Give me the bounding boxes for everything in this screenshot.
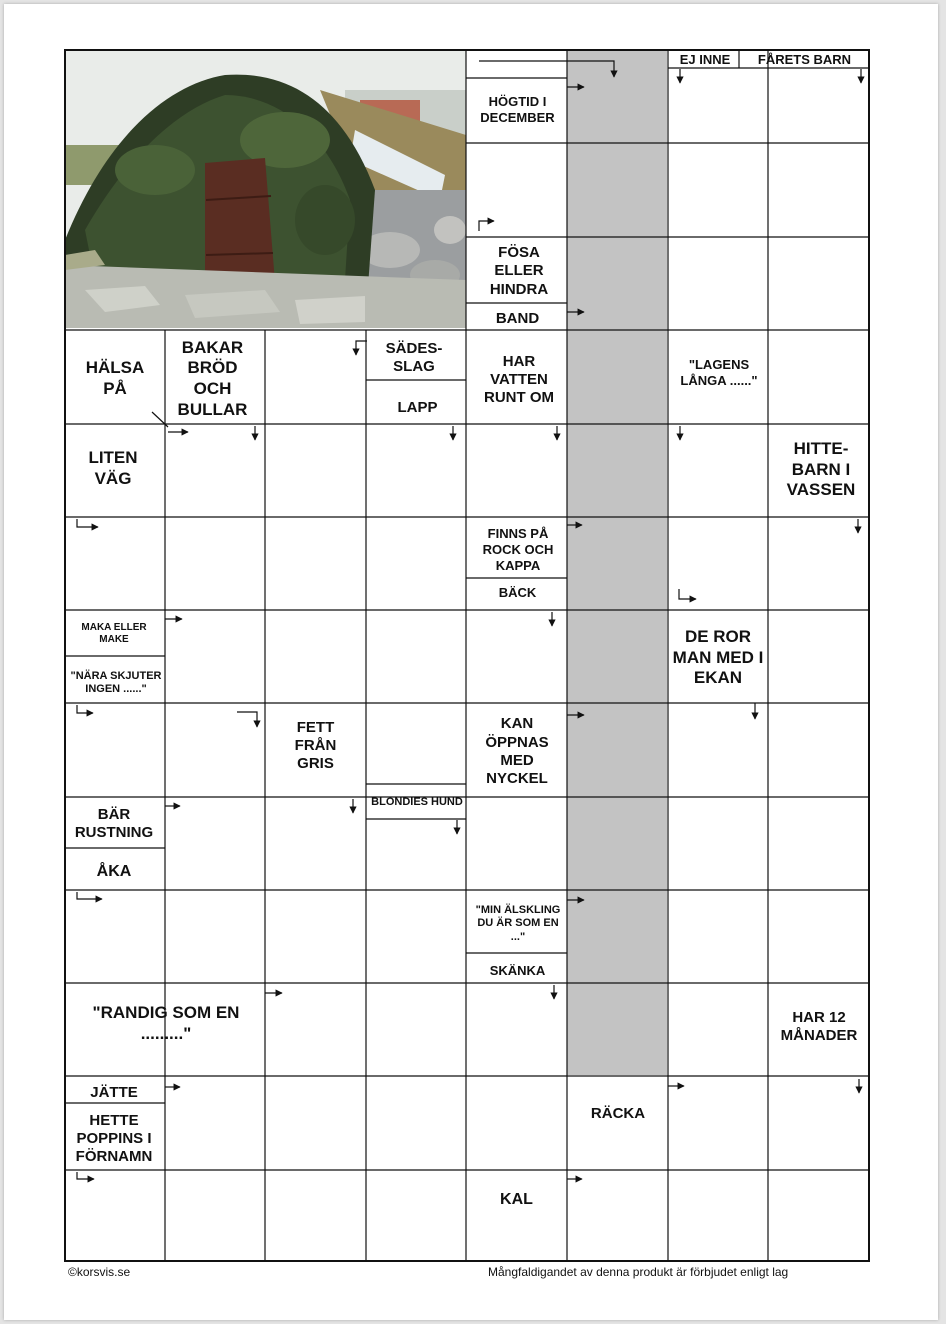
crossword-grid xyxy=(64,49,870,1262)
clue-kal: KAL xyxy=(500,1191,533,1209)
clue-liten-vag: LITEN VÄG xyxy=(88,448,138,488)
clue-halsa: HÄLSA PÅ xyxy=(85,358,145,398)
copyright-text: ©korsvis.se xyxy=(68,1265,131,1279)
clue-racka: RÄCKA xyxy=(590,1104,646,1122)
clue-aka: ÅKA xyxy=(96,863,132,881)
clue-nara: "NÄRA SKJUTER INGEN ......" xyxy=(70,669,162,695)
clue-skanka: SKÄNKA xyxy=(489,963,546,979)
clue-bar: BÄR RUSTNING xyxy=(74,805,154,841)
clue-band: BAND xyxy=(495,309,540,327)
clue-fosa: FÖSA ELLER HINDRA xyxy=(489,244,549,298)
clue-ej-inne: EJ INNE xyxy=(679,52,731,68)
clue-finns-pa: FINNS PÅ ROCK OCH KAPPA xyxy=(482,526,554,573)
clue-fett: FETT FRÅN GRIS xyxy=(294,718,337,773)
clue-blondies: BLONDIES HUND xyxy=(371,796,463,809)
clue-hette: HETTE POPPINS I FÖRNAMN xyxy=(75,1111,153,1166)
clue-de-ror: DE ROR MAN MED I EKAN xyxy=(672,626,764,688)
grid-lines xyxy=(64,49,870,1262)
clue-lagens: "LAGENS LÅNGA ......" xyxy=(680,357,758,388)
clue-hittebarn: HITTE-BARN I VASSEN xyxy=(786,438,856,500)
clue-maka: MAKA ELLER MAKE xyxy=(81,621,147,645)
clue-randig: "RANDIG SOM EN ........." xyxy=(92,1003,240,1043)
clue-bakar: BAKAR BRÖD OCH BULLAR xyxy=(177,337,248,419)
clue-farets-barn: FÅRETS BARN xyxy=(757,52,852,68)
clue-lapp: LAPP xyxy=(397,398,438,416)
clue-kan-oppnas: KAN ÖPPNAS MED NYCKEL xyxy=(485,715,549,788)
copyright-notice: Mångfaldigandet av denna produkt är förbjudet enligt lag xyxy=(488,1265,789,1279)
clue-back: BÄCK xyxy=(498,585,537,601)
clue-jatte: JÄTTE xyxy=(90,1083,138,1101)
clue-sades: SÄDES-SLAG xyxy=(385,339,443,375)
clue-hogtid: HÖGTID I DECEMBER xyxy=(480,94,555,125)
clue-har12: HAR 12 MÅNADER xyxy=(780,1008,858,1044)
puzzle-page xyxy=(4,4,938,1320)
clue-har-vatten: HAR VATTEN RUNT OM xyxy=(484,352,554,407)
clue-min-alskling: "MIN ÄLSKLING DU ÄR SOM EN ..." xyxy=(475,903,561,943)
